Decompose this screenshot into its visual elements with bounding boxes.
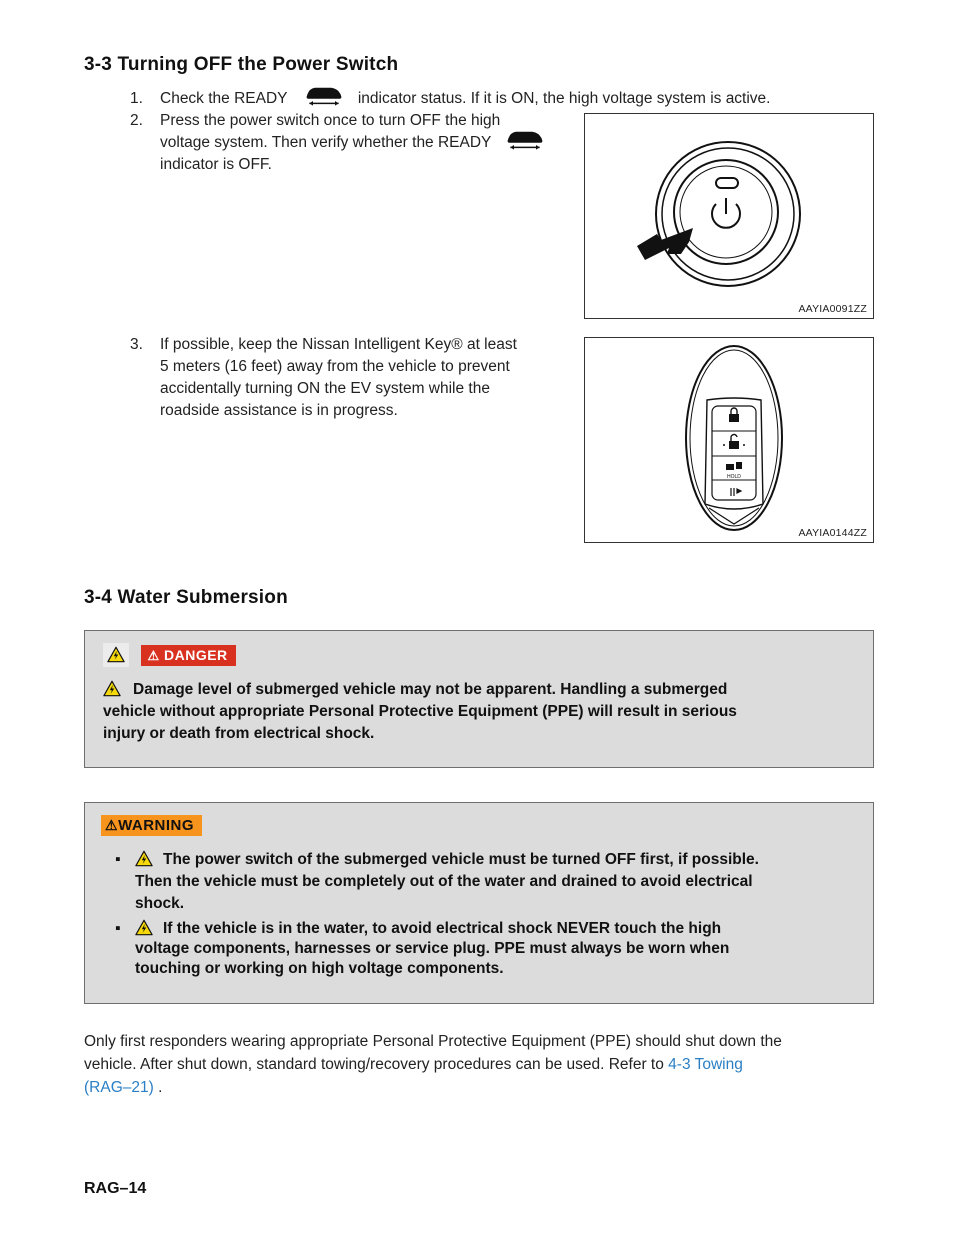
- step-text: indicator status. If it is ON, the high voltage system is active.: [357, 90, 771, 107]
- bullet: ▪: [115, 920, 121, 937]
- high-voltage-icon: [103, 680, 121, 697]
- warning-text: shock.: [135, 895, 185, 912]
- warning-text: The power switch of the submerged vehicle must be turned OFF first, if possible.: [163, 851, 759, 868]
- warning-badge: [101, 815, 202, 836]
- warning-text: Then the vehicle must be completely out of the water and drained to avoid electrical: [135, 873, 753, 890]
- step-number: 1.: [130, 90, 143, 107]
- hold-label: HOLD: [727, 474, 741, 480]
- power-switch-illustration: [585, 114, 873, 318]
- warning-text: If the vehicle is in the water, to avoid electrical shock NEVER touch the high: [163, 920, 722, 937]
- step-1: [130, 88, 890, 112]
- high-voltage-icon: [135, 919, 153, 936]
- warning-triangle-icon: ⚠: [147, 648, 160, 663]
- danger-text: vehicle without appropriate Personal Protective Equipment (PPE) will result in serious: [103, 703, 737, 720]
- warning-text: touching or working on high voltage components.: [135, 960, 504, 977]
- warning-triangle-icon: ⚠: [105, 817, 119, 833]
- step-text: If possible, keep the Nissan Intelligent Key® at least: [160, 336, 517, 353]
- step-text: 5 meters (16 feet) away from the vehicle to prevent: [160, 358, 510, 375]
- towing-link[interactable]: 4-3 Towing: [668, 1056, 743, 1073]
- step-text: Check the READY: [160, 90, 288, 107]
- figure-power-switch: [584, 113, 874, 319]
- danger-badge: [141, 645, 235, 666]
- step-text: voltage system. Then verify whether the READY: [160, 134, 492, 151]
- high-voltage-icon: [135, 850, 153, 867]
- page-number: RAG–14: [84, 1180, 147, 1197]
- danger-label: DANGER: [164, 647, 228, 663]
- figure-code: AAYIA0091ZZ: [798, 303, 867, 315]
- figure-code: AAYIA0144ZZ: [798, 527, 867, 539]
- paragraph-text: vehicle. After shut down, standard towing/recovery procedures can be used. Refer to: [84, 1056, 664, 1073]
- figure-intelligent-key: [584, 337, 874, 543]
- high-voltage-icon: [107, 646, 125, 663]
- step-number: 3.: [130, 336, 143, 353]
- ready-indicator-icon: [300, 85, 348, 107]
- section-title-3-3: 3-3 Turning OFF the Power Switch: [84, 54, 399, 75]
- closing-paragraph: [84, 1031, 884, 1099]
- warning-box: [84, 802, 874, 1004]
- step-text: Press the power switch once to turn OFF the high: [160, 112, 501, 129]
- warning-text: voltage components, harnesses or service plug. PPE must always be worn when: [135, 940, 730, 957]
- danger-text: Damage level of submerged vehicle may not be apparent. Handling a submerged: [133, 681, 728, 698]
- step-number: 2.: [130, 112, 143, 129]
- paragraph-text: .: [158, 1079, 163, 1096]
- danger-text: injury or death from electrical shock.: [103, 725, 375, 742]
- paragraph-text: Only first responders wearing appropriate Personal Protective Equipment (PPE) should shut down the: [84, 1033, 782, 1050]
- step-2: [130, 110, 570, 180]
- step-3: [130, 334, 570, 426]
- danger-box: [84, 630, 874, 768]
- step-text: roadside assistance is in progress.: [160, 402, 398, 419]
- bullet: ▪: [115, 851, 121, 868]
- towing-link-page[interactable]: (RAG–21): [84, 1079, 154, 1096]
- warning-label: WARNING: [118, 817, 195, 834]
- step-text: accidentally turning ON the EV system while the: [160, 380, 490, 397]
- section-title-3-4: 3-4 Water Submersion: [84, 587, 288, 608]
- intelligent-key-illustration: [585, 338, 873, 542]
- step-text: indicator is OFF.: [160, 156, 272, 173]
- ready-indicator-icon: [501, 129, 549, 151]
